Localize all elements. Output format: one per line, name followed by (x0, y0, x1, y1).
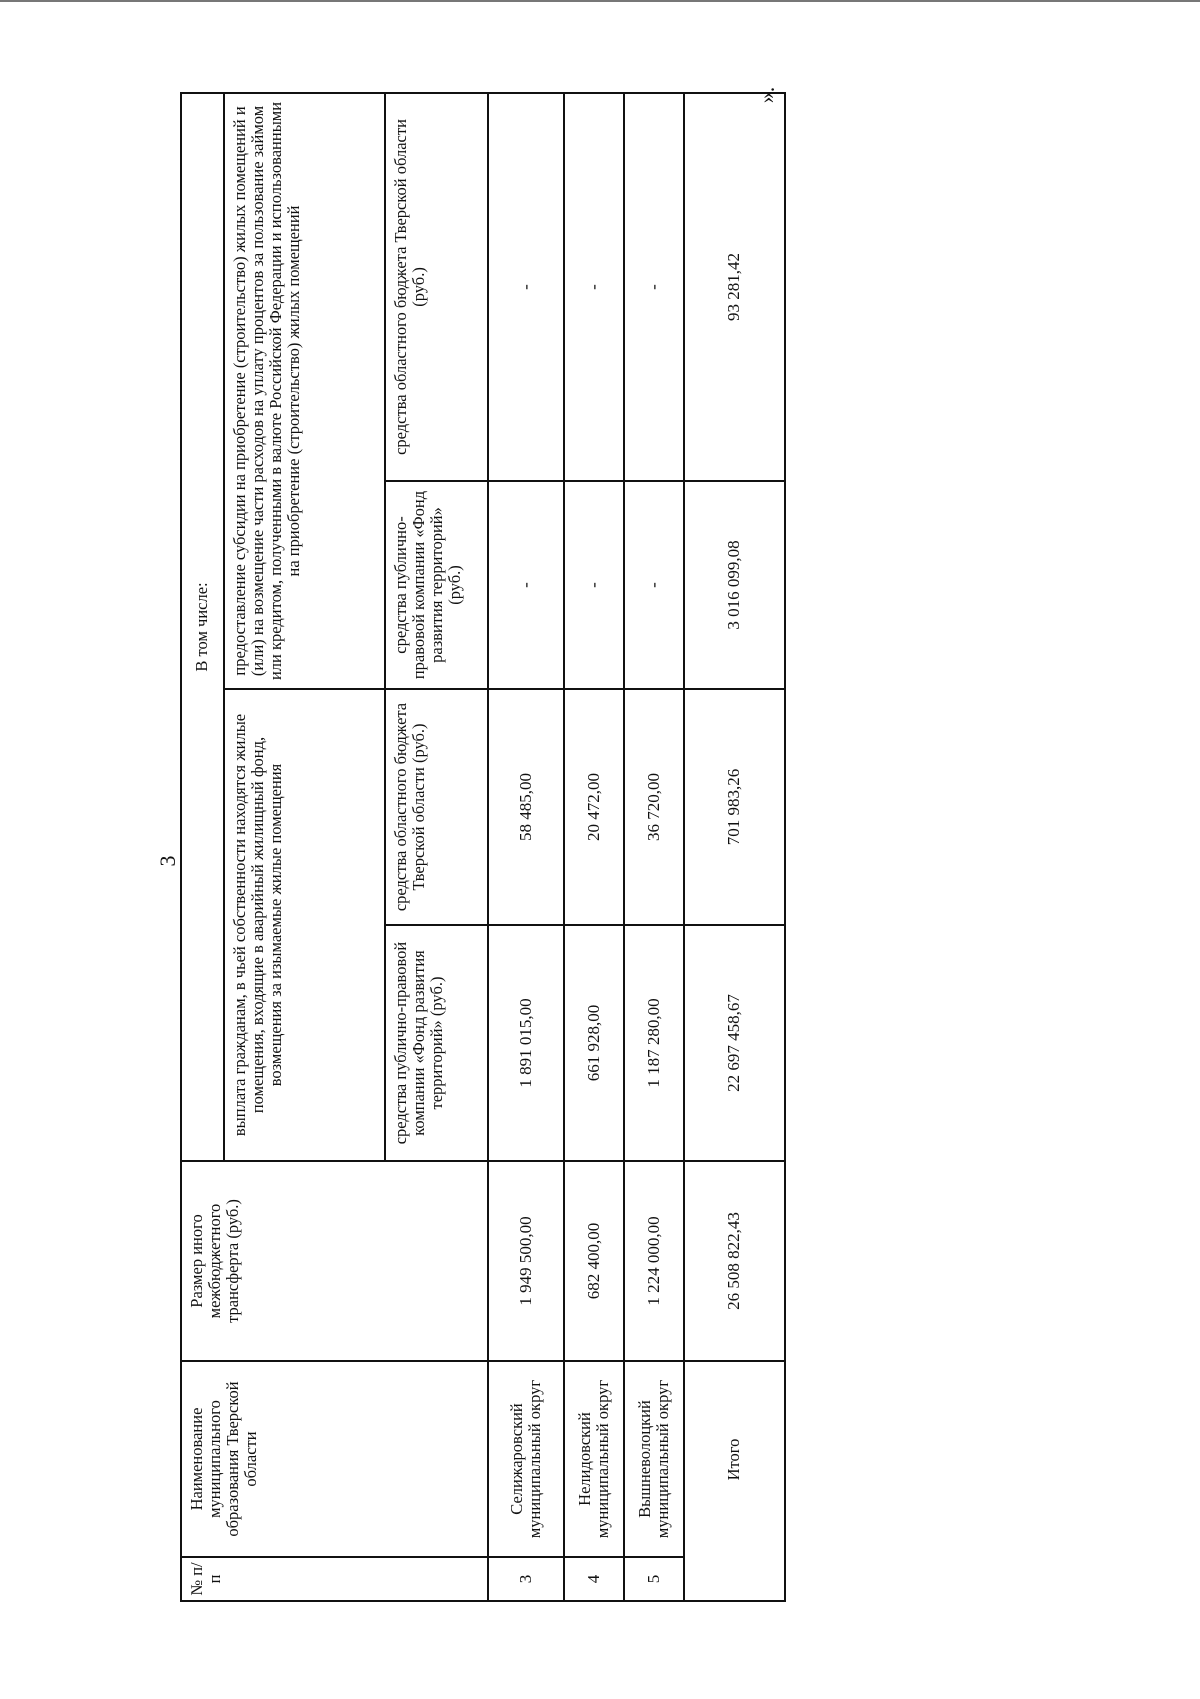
total-label: Итого (684, 1361, 785, 1557)
table-row (488, 93, 563, 1601)
table-row (624, 93, 684, 1601)
row-size: 1 224 000,00 (624, 1161, 684, 1361)
page-number: 3 (155, 855, 180, 867)
row-g2-fund: - (488, 481, 563, 689)
total-g2-fund: 3 016 099,08 (684, 481, 785, 689)
row-g1-fund: 1 891 015,00 (488, 925, 563, 1161)
table-row (564, 93, 624, 1601)
row-g1-region: 20 472,00 (564, 689, 624, 925)
header-g1-region: средства областного бюджета Тверской области (руб.) (385, 689, 488, 925)
row-g2-fund: - (624, 481, 684, 689)
row-size: 682 400,00 (564, 1161, 624, 1361)
row-g1-region: 58 485,00 (488, 689, 563, 925)
scan-edge-line (0, 0, 1200, 2)
row-g2-region: - (488, 93, 563, 481)
row-g2-region: - (564, 93, 624, 481)
header-group-payment: выплата гражданам, в чьей собственности находятся жилые помещения, входящие в аварийный жилищный фонд, возмещения за изымаемые жилые помещения (224, 689, 385, 1161)
row-name: Селижаровский муниципальный округ (488, 1361, 563, 1557)
row-g2-fund: - (564, 481, 624, 689)
row-g1-fund: 1 187 280,00 (624, 925, 684, 1161)
header-g2-fund: средства публично-правовой компании «Фонд развития территорий» (руб.) (385, 481, 488, 689)
total-g1-region: 701 983,26 (684, 689, 785, 925)
closing-quote-mark: ». (754, 86, 779, 104)
total-g2-region: 93 281,42 (684, 93, 785, 481)
header-name: Наименование муниципального образования Тверской области (181, 1361, 488, 1557)
total-g1-fund: 22 697 458,67 (684, 925, 785, 1161)
rotated-table-container (180, 94, 786, 1602)
row-size: 1 949 500,00 (488, 1161, 563, 1361)
row-g1-region: 36 720,00 (624, 689, 684, 925)
total-size: 26 508 822,43 (684, 1161, 785, 1361)
row-name: Вышневолоцкий муниципальный округ (624, 1361, 684, 1557)
row-g1-fund: 661 928,00 (564, 925, 624, 1161)
header-size: Размер иного межбюджетного трансферта (руб.) (181, 1161, 488, 1361)
row-g2-region: - (624, 93, 684, 481)
header-num: № п/п (181, 1557, 488, 1601)
transfer-table (180, 92, 786, 1602)
total-row (684, 93, 785, 1601)
total-num-cell (684, 1557, 785, 1601)
row-num: 5 (624, 1557, 684, 1601)
header-g1-fund: средства публично-правовой компании «Фонд развития территорий» (руб.) (385, 925, 488, 1161)
header-group-subsidy: предоставление субсидии на приобретение (строительство) жилых помещений и (или) на возмещение части расходов на уплату процентов за пользование займом или кредитом, полученными в валюте Российской Федерации и использованными на приобретение (строительство) жилых помещений (224, 93, 385, 689)
row-num: 3 (488, 1557, 563, 1601)
row-name: Нелидовский муниципальный округ (564, 1361, 624, 1557)
row-num: 4 (564, 1557, 624, 1601)
header-including: В том числе: (181, 93, 224, 1161)
header-g2-region: средства областного бюджета Тверской области (руб.) (385, 93, 488, 481)
